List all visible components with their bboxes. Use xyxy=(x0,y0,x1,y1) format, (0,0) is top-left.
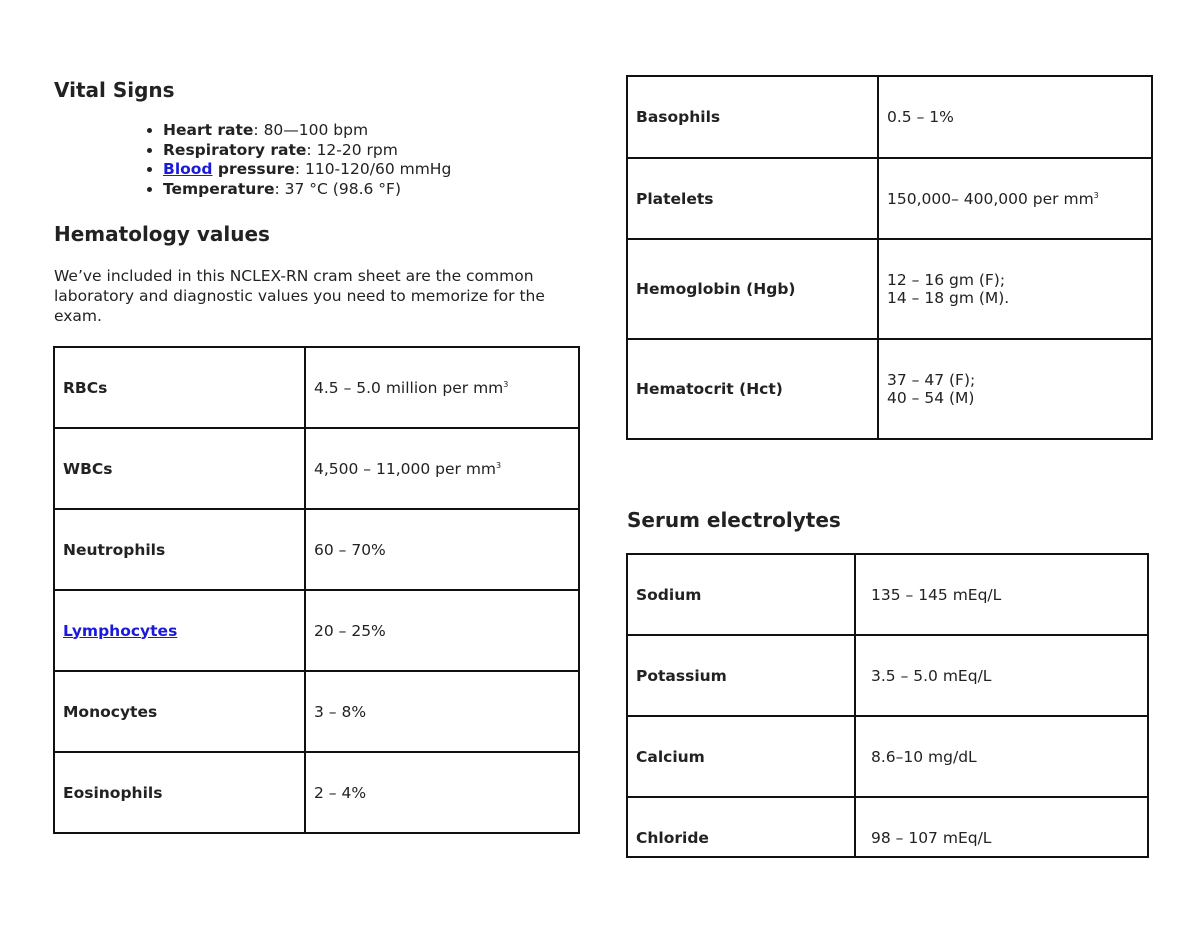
serum-heading: Serum electrolytes xyxy=(627,508,841,532)
row-label: Sodium xyxy=(627,554,855,635)
row-label: Monocytes xyxy=(54,671,305,752)
row-value: 3.5 – 5.0 mEq/L xyxy=(855,635,1148,716)
row-label: Eosinophils xyxy=(54,752,305,833)
table-row xyxy=(627,635,1148,716)
list-item: • Temperature: 37 °C (98.6 °F) xyxy=(163,180,451,200)
row-value: 135 – 145 mEq/L xyxy=(855,554,1148,635)
table-row xyxy=(54,347,579,428)
row-label: RBCs xyxy=(54,347,305,428)
row-label: Platelets xyxy=(627,158,878,239)
table-row xyxy=(54,509,579,590)
hematology-table-right xyxy=(626,75,1153,440)
table-row xyxy=(54,428,579,509)
table-row xyxy=(627,339,1152,439)
row-label: Chloride xyxy=(627,797,855,857)
row-label: WBCs xyxy=(54,428,305,509)
row-value: 0.5 – 1% xyxy=(878,76,1152,158)
table-row xyxy=(627,158,1152,239)
row-label: Calcium xyxy=(627,716,855,797)
table-row xyxy=(54,590,579,671)
row-label xyxy=(54,590,305,671)
table-row xyxy=(54,752,579,833)
row-value: 4,500 – 11,000 per $mm^3$ xyxy=(305,428,579,509)
row-label: Hemoglobin (Hgb) xyxy=(627,239,878,339)
row-value: 4.5 – 5.0 million per $mm^3$ xyxy=(305,347,579,428)
table-row xyxy=(627,554,1148,635)
list-item: • Blood pressure: 110-120/60 mmHg xyxy=(163,160,451,180)
row-value: 20 – 25% xyxy=(305,590,579,671)
row-value: 2 – 4% xyxy=(305,752,579,833)
hematology-intro: We’ve included in this NCLEX-RN cram sheet are the common laboratory and diagnostic values you need to memorize for the exam. xyxy=(54,267,545,325)
row-value: 3 – 8% xyxy=(305,671,579,752)
table-row xyxy=(627,716,1148,797)
row-value: 8.6–10 mg/dL xyxy=(855,716,1148,797)
table-row xyxy=(627,797,1148,857)
lymphocytes-link[interactable]: Lymphocytes xyxy=(63,621,178,640)
row-value: 98 – 107 mEq/L xyxy=(855,797,1148,857)
hematology-heading: Hematology values xyxy=(54,222,270,246)
table-row xyxy=(627,239,1152,339)
blood-link[interactable]: Blood xyxy=(163,160,213,178)
table-row xyxy=(54,671,579,752)
hematology-table-left xyxy=(53,346,580,834)
vital-signs-heading: Vital Signs xyxy=(54,78,175,102)
list-item: • Heart rate: 80—100 bpm xyxy=(163,121,451,141)
row-label: Basophils xyxy=(627,76,878,158)
row-value: 37 – 47 (F); 40 – 54 (M) xyxy=(878,339,1152,439)
vital-signs-list xyxy=(135,121,451,199)
serum-table xyxy=(626,553,1149,858)
table-row xyxy=(627,76,1152,158)
list-item: • Respiratory rate: 12-20 rpm xyxy=(163,141,451,161)
row-label: Hematocrit (Hct) xyxy=(627,339,878,439)
row-label: Neutrophils xyxy=(54,509,305,590)
row-value: 150,000– 400,000 per $mm^3$ xyxy=(878,158,1152,239)
row-value: 12 – 16 gm (F); 14 – 18 gm (M). xyxy=(878,239,1152,339)
row-label: Potassium xyxy=(627,635,855,716)
row-value: 60 – 70% xyxy=(305,509,579,590)
